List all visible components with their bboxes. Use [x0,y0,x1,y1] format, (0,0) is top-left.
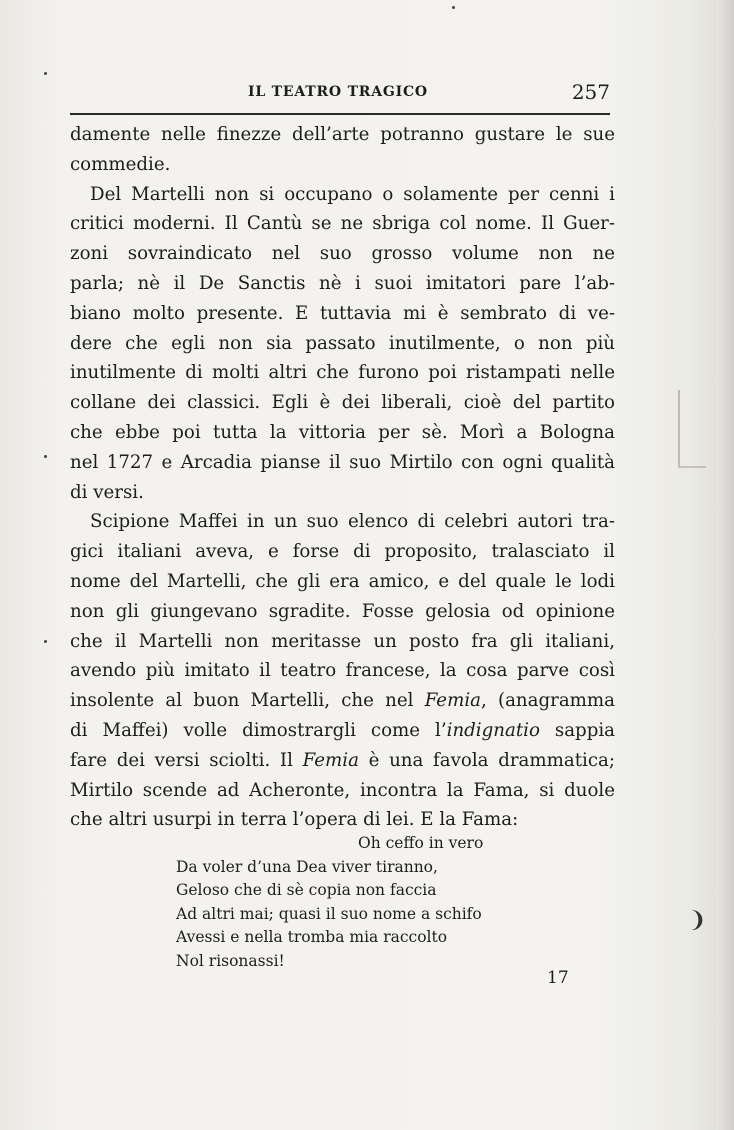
text-line: zoni sovraindicato nel suo grosso volume non ne [70,243,615,265]
text-line: critici moderni. Il Cantù se ne sbriga col nome. Il Guer- [70,213,615,235]
page-header [70,80,610,108]
verse-line: Da voler d’una Dea viver tiranno, [176,857,438,876]
text-line: che il Martelli non meritasse un posto fra gli italiani, [70,630,615,652]
verse-line: Ad altri mai; quasi il suo nome a schifo [176,904,482,923]
margin-pencil-tick [678,466,706,468]
speck [44,72,47,75]
margin-pencil-mark [678,390,680,468]
verse-line: Oh ceffo in vero [358,834,484,852]
text-line: Del Martelli non si occupano o solamente per cenni i [90,183,615,205]
text-line: gici italiani aveva, e forse di proposito, tralasciato il [70,541,615,563]
text-line: fare dei versi sciolti. Il Femia è una favola drammatica; [70,749,615,771]
italic-term: indignatio [446,719,540,741]
verse-line: Avessi e nella tromba mia raccolto [176,928,448,947]
signature-mark: 17 [547,968,569,988]
margin-glyph: ❩ [688,908,707,933]
text-line: di versi. [70,481,144,503]
running-title: IL TEATRO TRAGICO [248,84,428,100]
header-rule [70,113,610,115]
paragraph-3 [70,507,615,835]
text-line: di Maffei) volle dimostrargli come l’indignatio sappia [70,719,615,741]
italic-term: Femia [424,690,481,712]
speck [44,640,47,643]
text-line: Scipione Maffei in un suo elenco di celebri autori tra- [90,511,615,533]
text-line: parla; nè il De Sanctis nè i suoi imitatori pare l’ab- [70,272,615,294]
text-line: nome del Martelli, che gli era amico, e del quale le lodi [70,570,615,592]
text-line: dere che egli non sia passato inutilmente, o non più [70,332,615,354]
text-line: che ebbe poi tutta la vittoria per sè. Morì a Bologna [70,421,615,443]
page-edge-shadow [716,0,734,1130]
speck [44,455,47,458]
page-number: 257 [571,80,610,104]
paragraph-2 [70,180,615,508]
speck [452,6,455,9]
body-text [70,120,615,835]
italic-term: Femia [302,749,359,771]
verse-line: Geloso che di sè copia non faccia [176,881,437,900]
verse-line: Nol risonassi! [176,951,285,970]
text-line: damente nelle finezze dell’arte potranno gustare le sue [70,124,615,145]
text-line: Mirtilo scende ad Acheronte, incontra la Fama, si duole [70,779,615,801]
text-line: non gli giungevano sgradite. Fosse gelosia od opinione [70,600,615,622]
text-line: commedie. [70,153,171,175]
text-line: inutilmente di molti altri che furono poi ristampati nelle [70,362,615,384]
text-line: avendo più imitato il teatro francese, la cosa parve così [70,660,615,682]
paragraph-1 [70,120,615,180]
text-line: nel 1727 e Arcadia pianse il suo Mirtilo con ogni qualità [70,451,615,473]
text-line: insolente al buon Martelli, che nel Femia, (anagramma [70,690,616,712]
text-line: collane dei classici. Egli è dei liberali, cioè del partito [70,392,615,414]
text-line: che altri usurpi in terra l’opera di lei. E la Fama: [70,809,519,831]
verse-quotation [176,832,536,974]
text-line: biano molto presente. E tuttavia mi è sembrato di ve- [70,302,615,324]
